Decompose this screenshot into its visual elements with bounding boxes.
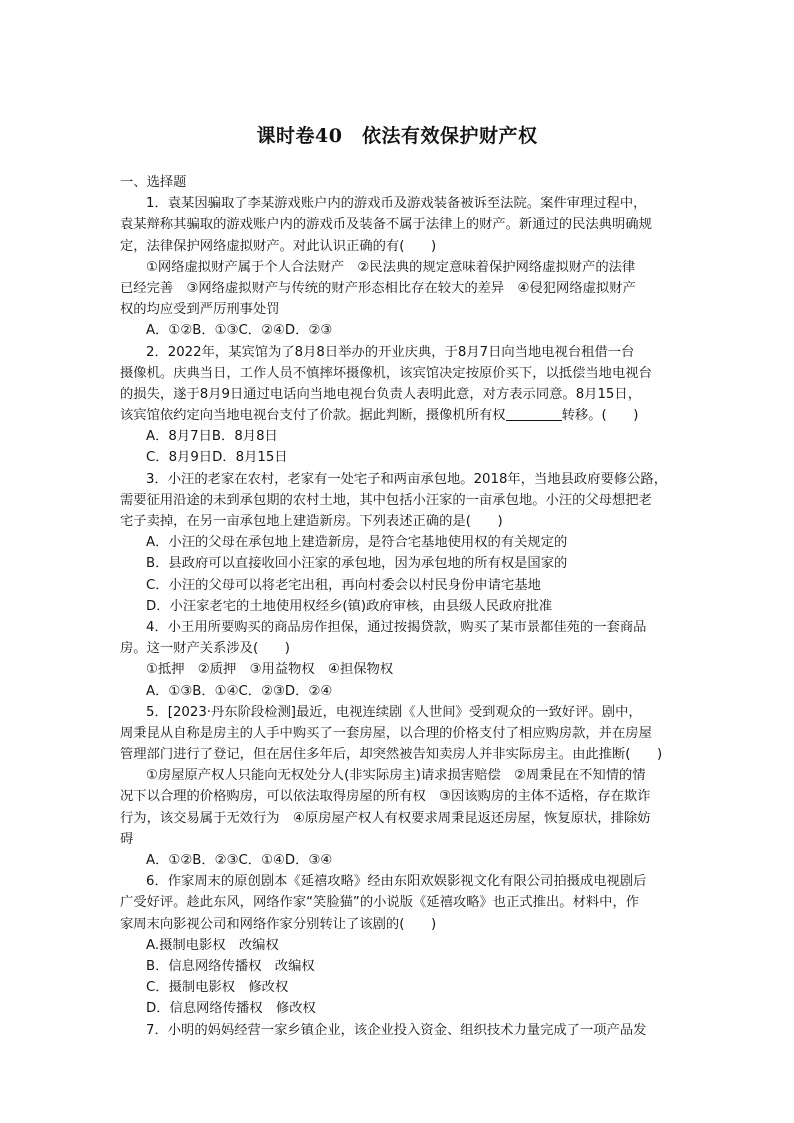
- text-line-content: B．县政府可以直接收回小汪家的承包地，因为承包地的所有权是国家的: [146, 556, 568, 572]
- text-line: [120, 596, 680, 617]
- text-line-content: 行为，该交易属于无效行为 ④原房屋产权人有权要求周秉昆返还房屋，恢复原状，排除妨: [120, 810, 651, 826]
- text-line-content: C．小汪的父母可以将老宅出租，再向村委会以村民身份申请宅基地: [146, 577, 541, 593]
- text-line-content: 周秉昆从自称是房主的人手中购买了一套房屋，以合理的价格支付了相应购房款，并在房屋: [120, 725, 652, 741]
- text-line-content: 房。这一财产关系涉及( ): [120, 641, 290, 657]
- text-line-content: 碍: [120, 831, 134, 847]
- text-line: [120, 320, 680, 341]
- text-line-content: 需要征用沿途的未到承包期的农村土地，其中包括小汪家的一亩承包地。小汪的父母想把老: [120, 492, 652, 508]
- text-line: [120, 214, 680, 235]
- text-line-content: 管理部门进行了登记，但在居住多年后，却突然被告知卖房人并非实际房主。由此推断( ): [120, 747, 663, 763]
- text-line-content: A．①②B．①③C．②④D．②③: [146, 323, 333, 339]
- text-line-content: C．8月9日D．8月15日: [146, 450, 288, 466]
- text-line: [120, 829, 680, 850]
- text-line-content: 3．小汪的老家在农村，老家有一处宅子和两亩承包地。2018年，当地县政府要修公路，: [146, 471, 667, 487]
- text-line-content: 6．作家周末的原创剧本《延禧攻略》经由东阳欢娱影视文化有限公司拍摄成电视剧后: [146, 874, 647, 890]
- text-line-content: A．①③B．①④C．②③D．②④: [146, 683, 333, 699]
- text-line-content: C．摄制电影权 修改权: [146, 980, 289, 996]
- text-line: [120, 617, 680, 638]
- text-line-content: 4．小王用所要购买的商品房作担保，通过按揭贷款，购买了某市景都佳苑的一套商品: [146, 619, 647, 635]
- text-line: [120, 786, 680, 807]
- text-line: [120, 638, 680, 659]
- text-line-content: ①网络虚拟财产属于个人合法财产 ②民法典的规定意味着保护网络虚拟财产的法律: [146, 259, 636, 275]
- text-line-content: D．小汪家老宅的土地使用权经乡(镇)政府审核，由县级人民政府批准: [146, 598, 553, 614]
- text-line: [120, 956, 680, 977]
- text-line-content: A．小汪的父母在承包地上建造新房，是符合宅基地使用权的有关规定的: [146, 535, 568, 551]
- text-line: [120, 892, 680, 913]
- text-line-content: 已经完善 ③网络虚拟财产与传统的财产形态相比存在较大的差异 ④侵犯网络虚拟财产: [120, 280, 636, 296]
- text-line-content: B．信息网络传播权 改编权: [146, 958, 315, 974]
- text-line: [120, 1020, 680, 1041]
- text-line-content: 定，法律保护网络虚拟财产。对此认识正确的有( ): [120, 238, 437, 254]
- text-line: [120, 257, 680, 278]
- text-line: [120, 681, 680, 702]
- text-line-content: 摄像机。庆典当日，工作人员不慎摔坏摄像机，该宾馆决定按原价买下，以抵偿当地电视台: [120, 365, 652, 381]
- text-line: [120, 342, 680, 363]
- text-line: [120, 553, 680, 574]
- text-line: [120, 935, 680, 956]
- text-line-content: ①房屋原产权人只能向无权处分人(非实际房主)请求损害赔偿 ②周秉昆在不知情的情: [146, 768, 646, 784]
- text-line: [120, 447, 680, 468]
- text-line: [120, 850, 680, 871]
- text-line: [120, 998, 680, 1019]
- text-line: [120, 490, 680, 511]
- page-title: 课时卷40 依法有效保护财产权: [256, 125, 538, 147]
- text-line: [120, 808, 680, 829]
- text-line-content: 宅子卖掉，在另一亩承包地上建造新房。下列表述正确的是( ): [120, 514, 503, 529]
- fill-in-blank: [506, 406, 562, 421]
- text-line: [120, 469, 680, 490]
- text-line: [120, 744, 680, 765]
- text-line: [120, 723, 680, 744]
- text-line: [120, 765, 680, 786]
- text-line: [120, 659, 680, 680]
- text-line-content: A．8月7日B．8月8日: [146, 429, 278, 445]
- text-line: [120, 977, 680, 998]
- text-line: [120, 532, 680, 553]
- text-line-content: 7．小明的妈妈经营一家乡镇企业，该企业投入资金、组织技术力量完成了一项产品发: [146, 1022, 647, 1038]
- text-line-content: A．①②B．②③C．①④D．③④: [146, 853, 333, 868]
- text-line-content: 家周末向影视公司和网络作家分别转让了该剧的( ): [120, 916, 437, 932]
- section-heading: 一、选择题: [120, 175, 187, 190]
- text-line-content: 的损失，遂于8月9日通过电话向当地电视台负责人表明此意，对方表示同意。8月15日，: [120, 386, 641, 402]
- text-line-content: ①抵押 ②质押 ③用益物权 ④担保物权: [146, 662, 394, 678]
- text-line: [120, 511, 680, 532]
- text-line-content: 5．[2023·丹东阶段检测]最近，电视连续剧《人世间》受到观众的一致好评。剧中，: [146, 704, 642, 720]
- text-line: [120, 405, 680, 426]
- text-line: [120, 384, 680, 405]
- question-lines: [120, 193, 680, 1041]
- text-line-content: 况下以合理的价格购房，可以依法取得房屋的所有权 ③因该购房的主体不适格，存在欺诈: [120, 789, 651, 805]
- text-line-content: A.摄制电影权 改编权: [146, 937, 279, 953]
- text-line: [120, 363, 680, 384]
- text-line: [120, 575, 680, 596]
- text-line: [120, 193, 680, 214]
- text-line-content: D．信息网络传播权 修改权: [146, 1001, 316, 1017]
- text-line-content: 广受好评。趁此东风，网络作家“笑脸猫”的小说版《延禧攻略》也正式推出。材料中，作: [120, 895, 640, 911]
- text-line: [120, 236, 680, 257]
- text-line: [120, 871, 680, 892]
- text-line: [120, 299, 680, 320]
- text-line-content: 2．2022年，某宾馆为了8月8日举办的开业庆典，于8月7日向当地电视台租借一台: [146, 344, 635, 360]
- text-line: [120, 426, 680, 447]
- text-line-content: 该宾馆依约定向当地电视台支付了价款。据此判断，摄像机所有权: [120, 408, 506, 424]
- text-line-tail: 转移。( ): [561, 408, 639, 424]
- text-line-content: 权的均应受到严厉刑事处罚: [120, 302, 280, 318]
- text-line-content: 1．袁某因骗取了李某游戏账户内的游戏币及游戏装备被诉至法院。案件审理过程中，: [146, 196, 647, 212]
- text-line: [120, 702, 680, 723]
- document-body: [120, 172, 680, 1041]
- text-line: [120, 278, 680, 299]
- text-line: [120, 914, 680, 935]
- text-line-content: 袁某辩称其骗取的游戏账户内的游戏币及装备不属于法律上的财产。新通过的民法典明确规: [120, 217, 652, 233]
